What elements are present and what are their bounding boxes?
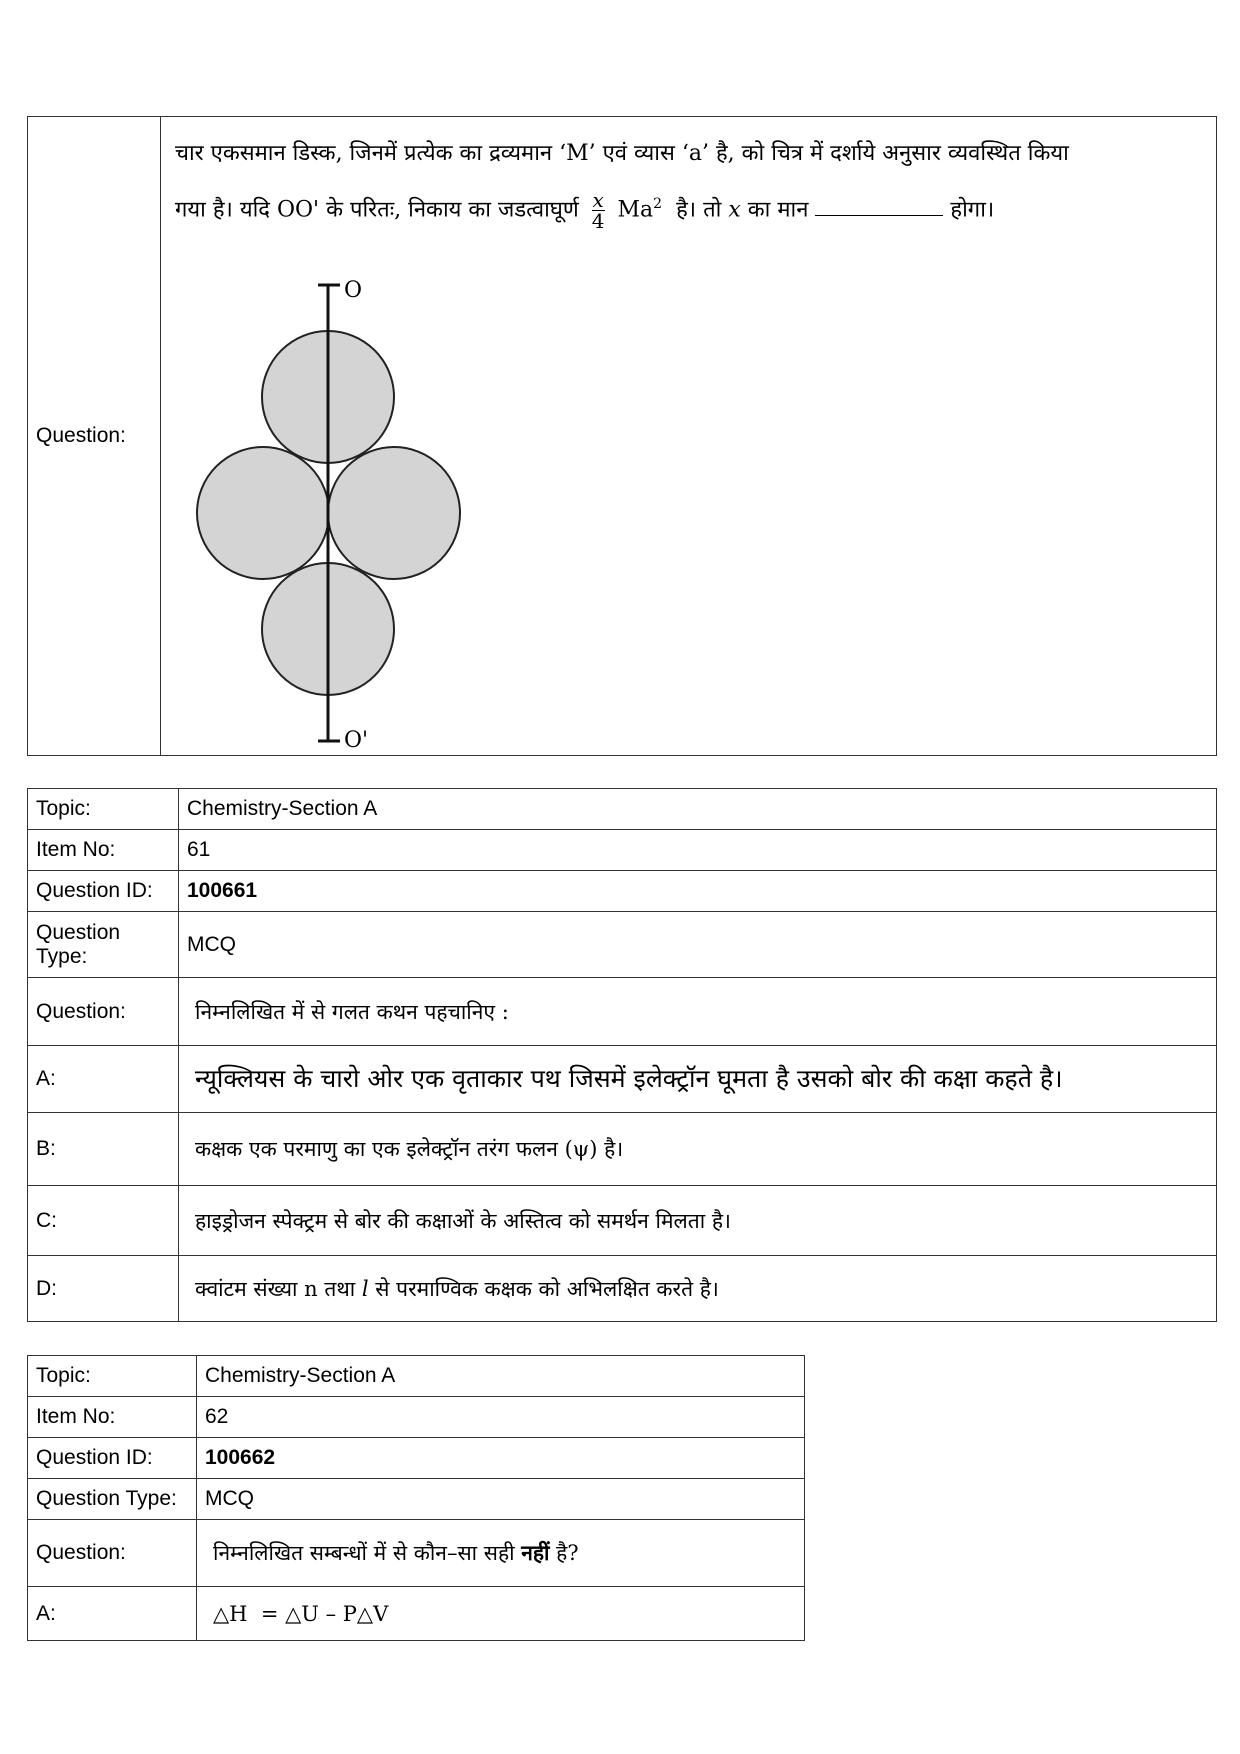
- question-61-table: [27, 788, 1217, 1322]
- meta-label: Topic:: [28, 1356, 197, 1397]
- question-type-value: MCQ: [179, 912, 1217, 978]
- option-label: C:: [28, 1186, 179, 1256]
- meta-label: Question ID:: [28, 871, 179, 912]
- disk-left: [197, 447, 329, 579]
- meta-label: Item No:: [28, 1397, 197, 1438]
- option-d-text: [179, 1256, 1217, 1322]
- mass-term: Ma: [617, 197, 654, 223]
- meta-label: Question ID:: [28, 1438, 197, 1479]
- option-d-part: से परमाण्विक कक्षक को अभिलक्षित करते है।: [375, 1276, 719, 1301]
- question-id-value: 100662: [197, 1438, 805, 1479]
- fraction-denominator: 4: [591, 208, 605, 233]
- question-id-value: 100661: [179, 871, 1217, 912]
- item-no-value: 61: [179, 830, 1217, 871]
- option-label: A:: [28, 1587, 197, 1641]
- option-a-text: न्यूक्लियस के चारो ओर एक वृताकार पथ जिसमें इलेक्ट्रॉन घूमता है उसको बोर की कक्षा कहते है।: [179, 1046, 1217, 1113]
- meta-label: Topic:: [28, 789, 179, 830]
- question-type-value: MCQ: [197, 1479, 805, 1520]
- question-label: Question:: [28, 1520, 197, 1587]
- disk-figure: [186, 267, 466, 757]
- question-text-part: निम्नलिखित सम्बन्धों में से कौन–सा सही: [213, 1541, 515, 1565]
- answer-blank: [815, 199, 943, 216]
- disk-right: [328, 447, 460, 579]
- question-text-part: होगा।: [950, 197, 995, 223]
- topic-value: Chemistry-Section A: [197, 1356, 805, 1397]
- fraction-numerator: x: [592, 187, 604, 212]
- question-text-line-1: चार एकसमान डिस्क, जिनमें प्रत्येक का द्रव्यमान ‘M’ एवं व्यास ‘a’ है, को चित्र में दर्शाये अनुसार व्यवस्थित किया: [175, 141, 1069, 166]
- item-no-value: 62: [197, 1397, 805, 1438]
- question-label: Question:: [28, 117, 161, 756]
- question-text-emphasis: नहीं: [521, 1540, 550, 1565]
- option-d-var-l: l: [361, 1276, 369, 1301]
- option-label: D:: [28, 1256, 179, 1322]
- meta-label: Question Type:: [28, 912, 179, 978]
- fraction: [591, 187, 605, 233]
- question-text: [197, 1520, 805, 1587]
- question-text-part: है?: [556, 1541, 579, 1565]
- topic-value: Chemistry-Section A: [179, 789, 1217, 830]
- question-text: निम्नलिखित में से गलत कथन पहचानिए :: [179, 978, 1217, 1046]
- axis-bottom-label: O': [344, 728, 369, 753]
- meta-label: Question Type:: [28, 1479, 197, 1520]
- question-60-cell: [161, 117, 1217, 756]
- option-label: B:: [28, 1113, 179, 1186]
- variable-x: x: [728, 197, 741, 223]
- question-label: Question:: [28, 978, 179, 1046]
- option-a-text: △H = △U – P△V: [197, 1587, 805, 1641]
- option-b-text: कक्षक एक परमाणु का एक इलेक्ट्रॉन तरंग फलन (ψ) है।: [179, 1113, 1217, 1186]
- option-d-part: क्वांटम संख्या n तथा: [195, 1276, 356, 1301]
- question-60-table: [27, 116, 1217, 756]
- question-62-table: [27, 1355, 805, 1641]
- option-label: A:: [28, 1046, 179, 1113]
- axis-top-label: O: [344, 278, 363, 303]
- meta-label: Item No:: [28, 830, 179, 871]
- question-text-part: है। तो: [676, 197, 722, 223]
- question-text-line-2: [175, 179, 1204, 235]
- option-c-text: हाइड्रोजन स्पेक्ट्रम से बोर की कक्षाओं के अस्तित्व को समर्थन मिलता है।: [179, 1186, 1217, 1256]
- question-text-part: गया है। यदि OO' के परितः, निकाय का जडत्वाघूर्ण: [175, 197, 579, 223]
- mass-term-exponent: 2: [653, 196, 663, 212]
- question-text-part: का मान: [747, 197, 809, 223]
